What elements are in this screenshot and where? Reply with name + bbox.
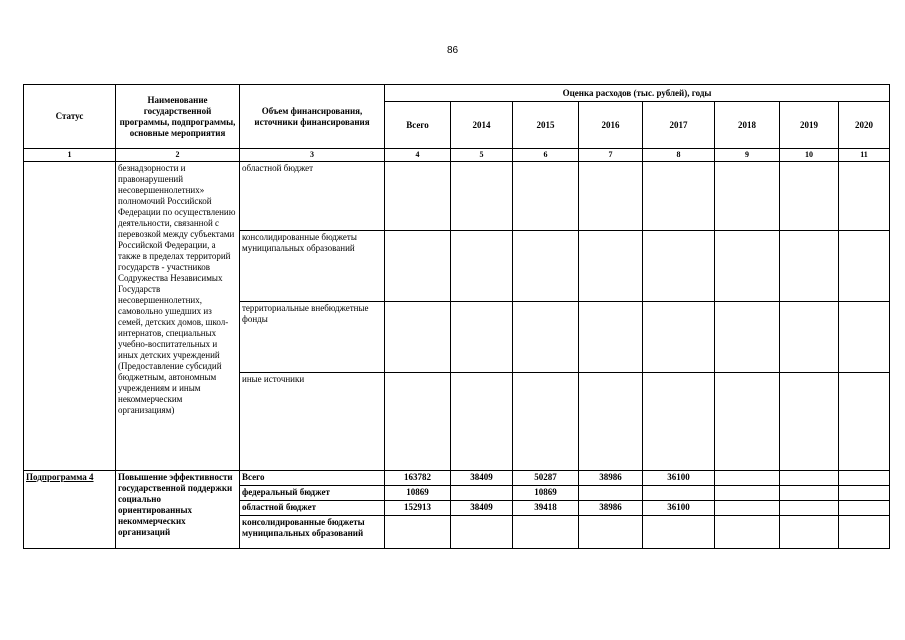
value-cell: 38409 (451, 471, 513, 486)
measure-description: безнадзорности и правонарушений несовершеннолетних» полномочий Российской Федерации по осуществлению деятельности, связанной с перевозкой между субъектами Российской Федерации, а также в пределах территорий государств - участников Содружества Независимых Государств несовершеннолетних, самовольно ушедших из семей, детских домов, школ-интернатов, специальных учебно-воспитательных и иных детских учреждений (Предоставление субсидий бюджетным, автономным учреждениям и иным некоммерческим организациям) (116, 162, 240, 471)
financing-source: федеральный бюджет (240, 486, 385, 501)
financing-source: консолидированные бюджеты муниципальных образований (240, 516, 385, 549)
financing-source: Всего (240, 471, 385, 486)
subprogram-name: Повышение эффективности государственной поддержки социально ориентированных некоммерческих организаций (116, 471, 240, 549)
value-cell (715, 486, 780, 501)
value-cell (780, 516, 839, 549)
header-estimate: Оценка расходов (тыс. рублей), годы (385, 85, 890, 102)
header-year: 2014 (451, 102, 513, 149)
value-cell: 38986 (579, 471, 643, 486)
header-year: 2016 (579, 102, 643, 149)
status-cell (24, 162, 116, 471)
column-number: 10 (780, 149, 839, 162)
column-number: 5 (451, 149, 513, 162)
value-cell (513, 516, 579, 549)
financing-source: консолидированные бюджеты муниципальных образований (240, 231, 385, 302)
header-year: Всего (385, 102, 451, 149)
table-row (24, 471, 890, 486)
value-cell (385, 516, 451, 549)
header-name: Наименование государственной программы, подпрограммы, основные мероприятия (116, 85, 240, 149)
value-cell (780, 471, 839, 486)
value-cell (780, 501, 839, 516)
column-number: 9 (715, 149, 780, 162)
value-cell (715, 516, 780, 549)
header-financing: Объем финансирования, источники финансирования (240, 85, 385, 149)
column-number: 4 (385, 149, 451, 162)
value-cell (451, 516, 513, 549)
financing-source: областной бюджет (240, 501, 385, 516)
value-cell (839, 516, 890, 549)
financing-source: территориальные внебюджетные фонды (240, 302, 385, 373)
value-cell (839, 486, 890, 501)
value-cell: 38986 (579, 501, 643, 516)
value-cell: 50287 (513, 471, 579, 486)
table-row (24, 162, 890, 231)
page-number: 86 (446, 45, 459, 56)
value-cell (579, 516, 643, 549)
value-cell (579, 486, 643, 501)
value-cell: 36100 (643, 471, 715, 486)
column-number-row (24, 149, 890, 162)
subprogram-status: Подпрограмма 4 (24, 471, 116, 549)
column-number: 2 (116, 149, 240, 162)
header-year: 2017 (643, 102, 715, 149)
value-cell (643, 486, 715, 501)
header-status: Статус (24, 85, 116, 149)
column-number: 6 (513, 149, 579, 162)
budget-table (23, 84, 890, 549)
value-cell: 10869 (513, 486, 579, 501)
header-year: 2019 (780, 102, 839, 149)
value-cell: 38409 (451, 501, 513, 516)
value-cell (839, 471, 890, 486)
value-cell (715, 471, 780, 486)
column-number: 1 (24, 149, 116, 162)
value-cell (780, 486, 839, 501)
value-cell: 36100 (643, 501, 715, 516)
column-number: 7 (579, 149, 643, 162)
header-year: 2015 (513, 102, 579, 149)
column-number: 8 (643, 149, 715, 162)
header-year: 2020 (839, 102, 890, 149)
value-cell: 152913 (385, 501, 451, 516)
value-cell: 10869 (385, 486, 451, 501)
column-number: 11 (839, 149, 890, 162)
value-cell (839, 501, 890, 516)
financing-source: иные источники (240, 373, 385, 471)
header-year: 2018 (715, 102, 780, 149)
financing-source: областной бюджет (240, 162, 385, 231)
value-cell (715, 501, 780, 516)
column-number: 3 (240, 149, 385, 162)
value-cell (643, 516, 715, 549)
value-cell: 163782 (385, 471, 451, 486)
value-cell: 39418 (513, 501, 579, 516)
value-cell (451, 486, 513, 501)
